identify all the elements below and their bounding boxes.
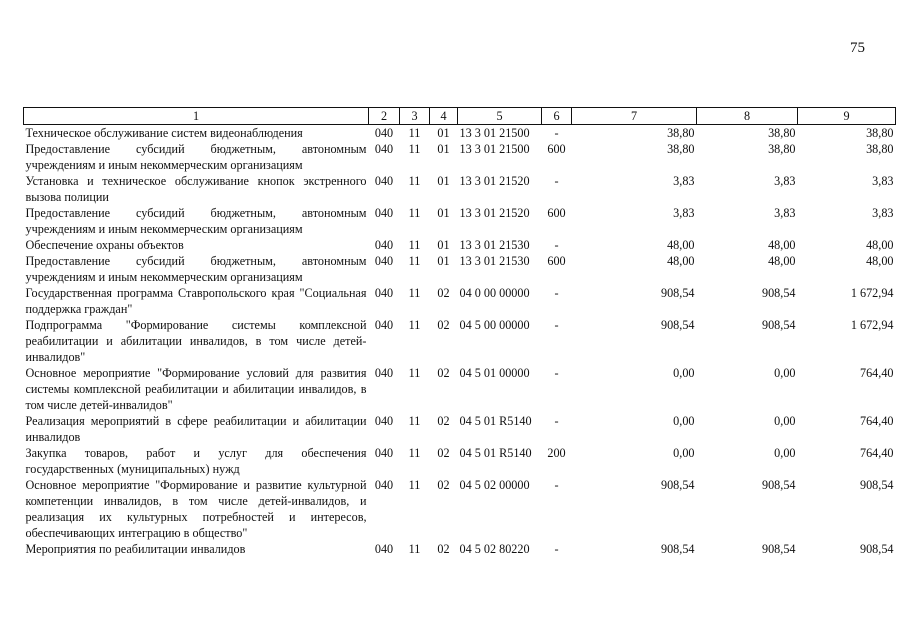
table-row <box>24 285 896 317</box>
row-name: Предоставление субсидий бюджетным, автономным учреждениям и иным некоммерческим организациям <box>25 142 367 172</box>
row-name: Основное мероприятие "Формирование условий для развития системы комплексной реабилитации и абилитации инвалидов, в том числе детей-инвалидов" <box>25 366 367 412</box>
row-expense-type: - <box>554 286 559 300</box>
row-section: 11 <box>408 478 421 492</box>
row-subsection: 02 <box>437 542 450 556</box>
row-expense-type: 600 <box>547 206 566 220</box>
row-admin-code: 040 <box>374 142 394 156</box>
row-name: Предоставление субсидий бюджетным, автономным учреждениям и иным некоммерческим организациям <box>25 206 367 236</box>
row-target-code: 04 5 02 80220 <box>459 542 530 556</box>
row-subsection: 01 <box>437 254 450 268</box>
row-amount-3: 3,83 <box>872 174 894 188</box>
row-admin-code: 040 <box>374 318 394 332</box>
row-section: 11 <box>408 126 421 140</box>
row-amount-3: 1 672,94 <box>850 318 894 332</box>
table-row <box>24 125 896 142</box>
row-expense-type: - <box>554 238 559 252</box>
row-amount-2: 0,00 <box>774 414 796 428</box>
row-amount-2: 908,54 <box>761 542 796 556</box>
row-section: 11 <box>408 542 421 556</box>
row-expense-type: 600 <box>547 142 566 156</box>
row-admin-code: 040 <box>374 366 394 380</box>
row-section: 11 <box>408 446 421 460</box>
row-target-code: 04 5 01 R5140 <box>459 446 532 460</box>
row-admin-code: 040 <box>374 478 394 492</box>
row-target-code: 13 3 01 21500 <box>459 126 530 140</box>
row-section: 11 <box>408 286 421 300</box>
row-name: Государственная программа Ставропольского края "Социальная поддержка граждан" <box>25 286 367 316</box>
row-target-code: 04 5 01 00000 <box>459 366 530 380</box>
table-row <box>24 141 896 173</box>
table-row <box>24 317 896 365</box>
row-amount-3: 764,40 <box>859 446 894 460</box>
row-name: Предоставление субсидий бюджетным, автономным учреждениям и иным некоммерческим организациям <box>25 254 367 284</box>
row-name: Обеспечение охраны объектов <box>25 238 184 252</box>
row-amount-1: 908,54 <box>660 286 695 300</box>
row-expense-type: - <box>554 318 559 332</box>
table-row <box>24 413 896 445</box>
row-expense-type: - <box>554 126 559 140</box>
row-amount-3: 48,00 <box>866 238 894 252</box>
row-expense-type: 600 <box>547 254 566 268</box>
header-col-1: 1 <box>24 108 369 125</box>
row-amount-1: 38,80 <box>667 142 695 156</box>
row-subsection: 02 <box>437 478 450 492</box>
table-row <box>24 237 896 253</box>
row-target-code: 13 3 01 21520 <box>459 174 530 188</box>
row-admin-code: 040 <box>374 238 394 252</box>
row-section: 11 <box>408 142 421 156</box>
row-amount-3: 908,54 <box>859 542 894 556</box>
row-target-code: 13 3 01 21530 <box>459 238 530 252</box>
row-name: Реализация мероприятий в сфере реабилитации и абилитации инвалидов <box>25 414 367 444</box>
page-number: 75 <box>850 40 865 56</box>
row-name: Установка и техническое обслуживание кнопок экстренного вызова полиции <box>25 174 367 204</box>
row-amount-2: 38,80 <box>768 126 796 140</box>
row-expense-type: 200 <box>547 446 566 460</box>
row-amount-1: 908,54 <box>660 318 695 332</box>
row-admin-code: 040 <box>374 126 394 140</box>
row-expense-type: - <box>554 542 559 556</box>
row-subsection: 01 <box>437 206 450 220</box>
row-target-code: 13 3 01 21520 <box>459 206 530 220</box>
row-amount-1: 3,83 <box>673 206 695 220</box>
row-amount-3: 3,83 <box>872 206 894 220</box>
row-target-code: 04 5 02 00000 <box>459 478 530 492</box>
row-admin-code: 040 <box>374 286 394 300</box>
row-amount-3: 48,00 <box>866 254 894 268</box>
row-amount-3: 764,40 <box>859 366 894 380</box>
row-section: 11 <box>408 318 421 332</box>
row-amount-3: 38,80 <box>866 126 894 140</box>
row-subsection: 02 <box>437 366 450 380</box>
table-row <box>24 173 896 205</box>
table-row <box>24 541 896 557</box>
row-amount-2: 0,00 <box>774 446 796 460</box>
header-col-3: 3 <box>400 108 430 125</box>
row-section: 11 <box>408 254 421 268</box>
row-amount-2: 38,80 <box>768 142 796 156</box>
row-name: Закупка товаров, работ и услуг для обеспечения государственных (муниципальных) нужд <box>25 446 367 476</box>
header-col-9: 9 <box>798 108 896 125</box>
row-name: Основное мероприятие "Формирование и развитие культурной компетенции инвалидов, в том числе детей-инвалидов, и реализация их культурных потребностей и интересов, обеспечивающих интеграцию в общество" <box>25 478 367 540</box>
row-amount-2: 908,54 <box>761 286 796 300</box>
row-amount-1: 0,00 <box>673 414 695 428</box>
row-amount-1: 908,54 <box>660 542 695 556</box>
row-subsection: 01 <box>437 174 450 188</box>
header-col-7: 7 <box>572 108 697 125</box>
row-section: 11 <box>408 414 421 428</box>
row-admin-code: 040 <box>374 174 394 188</box>
row-amount-2: 0,00 <box>774 366 796 380</box>
header-col-2: 2 <box>369 108 400 125</box>
row-amount-2: 908,54 <box>761 478 796 492</box>
row-amount-1: 908,54 <box>660 478 695 492</box>
row-subsection: 02 <box>437 286 450 300</box>
row-subsection: 01 <box>437 142 450 156</box>
table-row <box>24 365 896 413</box>
row-section: 11 <box>408 174 421 188</box>
row-section: 11 <box>408 238 421 252</box>
row-subsection: 01 <box>437 238 450 252</box>
row-expense-type: - <box>554 478 559 492</box>
row-amount-3: 764,40 <box>859 414 894 428</box>
row-amount-2: 3,83 <box>774 174 796 188</box>
row-admin-code: 040 <box>374 414 394 428</box>
row-amount-3: 908,54 <box>859 478 894 492</box>
row-target-code: 04 0 00 00000 <box>459 286 530 300</box>
row-admin-code: 040 <box>374 206 394 220</box>
row-subsection: 02 <box>437 318 450 332</box>
table-header-row <box>24 108 896 125</box>
row-name: Мероприятия по реабилитации инвалидов <box>25 542 246 556</box>
header-col-6: 6 <box>542 108 572 125</box>
row-amount-3: 38,80 <box>866 142 894 156</box>
row-amount-1: 48,00 <box>667 238 695 252</box>
row-amount-3: 1 672,94 <box>850 286 894 300</box>
table-row <box>24 445 896 477</box>
row-target-code: 13 3 01 21530 <box>459 254 530 268</box>
header-col-4: 4 <box>430 108 458 125</box>
row-target-code: 13 3 01 21500 <box>459 142 530 156</box>
row-name: Техническое обслуживание систем видеонаблюдения <box>25 126 303 140</box>
row-amount-1: 0,00 <box>673 366 695 380</box>
row-subsection: 01 <box>437 126 450 140</box>
row-amount-2: 908,54 <box>761 318 796 332</box>
budget-table <box>23 107 896 557</box>
row-amount-1: 3,83 <box>673 174 695 188</box>
row-section: 11 <box>408 206 421 220</box>
header-col-5: 5 <box>458 108 542 125</box>
row-expense-type: - <box>554 366 559 380</box>
row-subsection: 02 <box>437 446 450 460</box>
row-admin-code: 040 <box>374 446 394 460</box>
row-amount-1: 38,80 <box>667 126 695 140</box>
row-amount-2: 48,00 <box>768 254 796 268</box>
table-row <box>24 205 896 237</box>
row-amount-2: 3,83 <box>774 206 796 220</box>
row-target-code: 04 5 01 R5140 <box>459 414 532 428</box>
row-amount-2: 48,00 <box>768 238 796 252</box>
row-expense-type: - <box>554 414 559 428</box>
row-amount-1: 0,00 <box>673 446 695 460</box>
header-col-8: 8 <box>697 108 798 125</box>
row-expense-type: - <box>554 174 559 188</box>
table-row <box>24 477 896 541</box>
row-name: Подпрограмма "Формирование системы комплексной реабилитации и абилитации инвалидов, в том числе детей-инвалидов" <box>25 318 367 364</box>
row-amount-1: 48,00 <box>667 254 695 268</box>
row-admin-code: 040 <box>374 542 394 556</box>
row-target-code: 04 5 00 00000 <box>459 318 530 332</box>
row-section: 11 <box>408 366 421 380</box>
table-row <box>24 253 896 285</box>
row-subsection: 02 <box>437 414 450 428</box>
row-admin-code: 040 <box>374 254 394 268</box>
